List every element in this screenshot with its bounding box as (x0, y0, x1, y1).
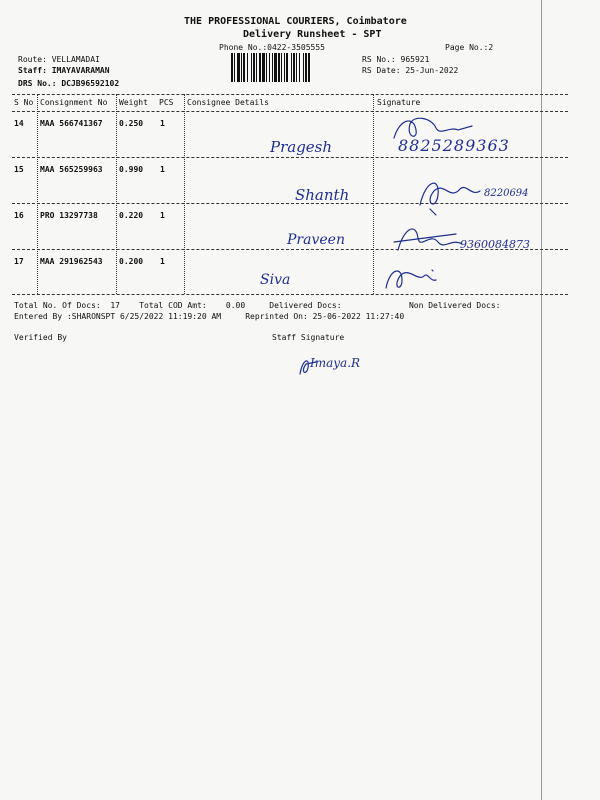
drs-number: DRS No.: DCJB96592102 (18, 79, 120, 88)
signature-phone-note: 8220694 (484, 188, 529, 199)
table-row-pcs: 1 (160, 257, 165, 266)
table-row-weight: 0.250 (119, 119, 144, 128)
staff-signature-label: Staff Signature (272, 333, 345, 342)
col-header-weight: Weight (119, 98, 148, 107)
table-row-weight: 0.990 (119, 165, 144, 174)
rs-number: RS No.: 965921 (362, 55, 430, 64)
col-header-signature: Signature (377, 98, 421, 107)
verified-by-label: Verified By (14, 333, 67, 342)
table-row-pcs: 1 (160, 165, 165, 174)
table-row-consignment: MAA 566741367 (40, 119, 103, 128)
company-title: THE PROFESSIONAL COURIERS, Coimbatore (184, 16, 407, 27)
table-row-pcs: 1 (160, 119, 165, 128)
column-divider (37, 94, 38, 294)
rs-date: RS Date: 25-Jun-2022 (362, 66, 459, 75)
column-divider (373, 94, 374, 294)
page-edge-line (541, 0, 542, 800)
document-title: Delivery Runsheet - SPT (243, 29, 382, 40)
staff-signature-handwriting: Imaya.R (310, 356, 361, 370)
signature-scribble (390, 220, 470, 255)
col-header-consignee: Consignee Details (187, 98, 269, 107)
totals-line: Total No. Of Docs: 17 Total COD Amt: 0.00 Delivered Docs: Non Delivered Docs: (14, 301, 501, 310)
consignee-handwriting: Pragesh (270, 138, 333, 156)
signature-scribble (380, 112, 490, 142)
consignee-handwriting: Praveen (287, 232, 345, 248)
table-row-sno: 15 (14, 165, 24, 174)
table-top-rule (12, 94, 568, 95)
page-number: Page No.:2 (445, 43, 494, 52)
barcode-bar (310, 53, 311, 82)
table-row-weight: 0.200 (119, 257, 144, 266)
signature-scribble (380, 262, 450, 294)
table-row-pcs: 1 (160, 211, 165, 220)
route-label: Route: VELLAMADAI (18, 55, 100, 64)
table-bottom-rule (12, 294, 568, 295)
column-divider (116, 94, 117, 294)
consignee-handwriting: Siva (260, 272, 291, 288)
row-rule (12, 157, 568, 158)
table-row-consignment: MAA 291962543 (40, 257, 103, 266)
col-header-pcs: PCS (159, 98, 174, 107)
table-row-sno: 17 (14, 257, 24, 266)
signature-scribble (410, 175, 490, 215)
table-row-weight: 0.220 (119, 211, 144, 220)
column-divider (184, 94, 185, 294)
staff-label: Staff: IMAYAVARAMAN (18, 66, 110, 75)
col-header-sno: S No (14, 98, 34, 107)
signature-phone-note: 9360084873 (460, 238, 530, 251)
entered-by-line: Entered By :SHARONSPT 6/25/2022 11:19:20 AM Reprinted On: 25-06-2022 11:27:40 (14, 312, 405, 321)
table-row-consignment: PRO 13297738 (40, 211, 98, 220)
table-row-sno: 16 (14, 211, 24, 220)
signature-phone-note: 8825289363 (398, 136, 510, 155)
table-row-consignment: MAA 565259963 (40, 165, 103, 174)
consignee-handwriting: Shanth (295, 186, 350, 204)
barcode (231, 53, 359, 82)
col-header-consignment: Consignment No (40, 98, 108, 107)
table-row-sno: 14 (14, 119, 24, 128)
phone-number: Phone No.:0422-3505555 (219, 43, 325, 52)
